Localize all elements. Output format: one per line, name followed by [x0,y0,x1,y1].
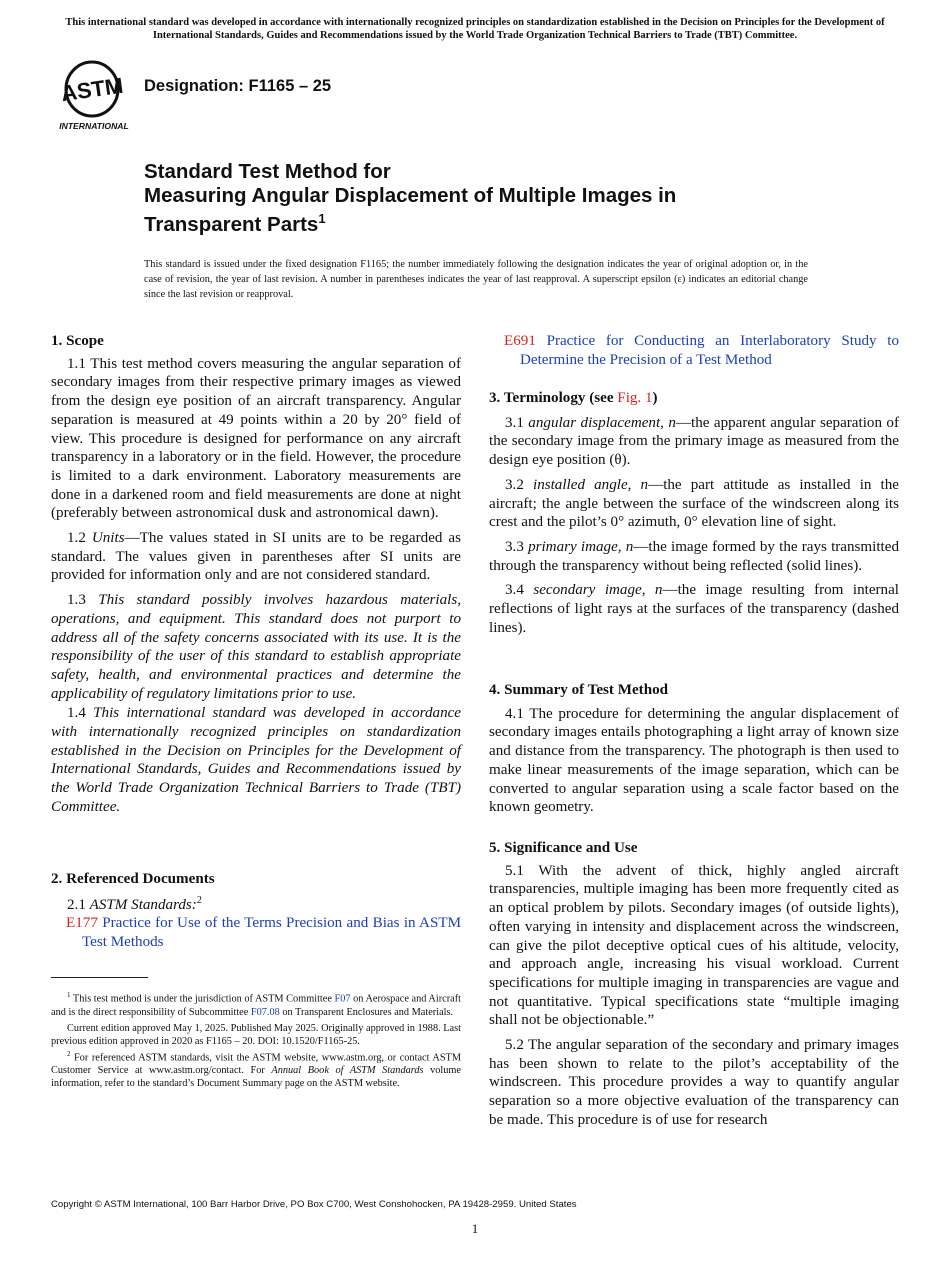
section-heading: 1. Scope [51,333,104,349]
section-heading: 3. Terminology (see Fig. 1) [489,390,658,406]
figure-1-link[interactable]: Fig. 1 [617,390,653,406]
copyright-footer: Copyright © ASTM International, 100 Barr Harbor Drive, PO Box C700, West Conshohocken, PA 19428-2959. United States [51,1199,577,1210]
astm-logo [52,58,136,132]
reference-item [51,914,461,951]
section-heading: 5. Significance and Use [489,840,638,856]
reference-code-link[interactable]: E691 [504,333,536,349]
paragraph-5-1: 5.1 With the advent of thick, highly angled aircraft transparencies, multiple imaging has been more frequently cited as an optical problem by pilots. Secondary images (of outside lights), often varying in intensity and displacement across the windscreen, can give the pilot deceptive optical cues of his altitude, velocity, and approach angle, increasing his visual workload. Current specifications for multiple imaging in transparencies are vague and not quantitative. Typical specifications state “multiple imaging shall not be objectionable.” [489,862,899,1029]
svg-text:INTERNATIONAL: INTERNATIONAL [59,121,129,131]
paragraph-1-4: 1.4 This international standard was developed in accordance with internationally recognized principles on standardization established in the Decision on Principles for the Development of International Standards, Guides and Recommendations issued by the World Trade Organization Technical Barriers to Trade (TBT) Committee. [51,705,462,815]
title-line-2: Measuring Angular Displacement of Multiple Images in [144,183,677,207]
section-scope [51,332,461,817]
reference-code-link[interactable]: E177 [66,915,98,932]
reference-title-link[interactable]: Practice for Conducting an Interlaboratory Study to Determine the Precision of a Test Method [520,333,900,368]
committee-link[interactable]: F07 [334,993,351,1005]
paragraph-5-2: 5.2 The angular separation of the secondary and primary images has been shown to relate to the pilot’s acceptability of the windscreen. This procedure provides a way to quantify angular separation so a more objective evaluation of the transparency can be made. This procedure is of use for research [489,1037,899,1128]
definition-3-3: 3.3 primary image, n—the image formed by the rays transmitted through the transparency without being reflected (solid lines). [489,538,899,574]
astm-logo-mark [52,58,136,132]
footnote-1: $^1$ This test method is under the jurisdiction of ASTM Committee F07 on Aerospace and Aircraft and is the direct responsibility of Subcommittee F07.08 on Transparent Enclosures and Materials. [51,991,462,1018]
footnote-ref-2[interactable]: 2 [196,894,202,906]
footnote-2: $^2$ For referenced ASTM standards, visit the ASTM website, www.astm.org, or contact ASTM Customer Service at www.astm.org/contact. For Annual Book of ASTM Standards volume information, refer to the standard’s Document Summary page on the ASTM website. [51,1049,461,1090]
section-significance [489,839,899,1130]
reference-title-link[interactable]: Practice for Use of the Terms Precision and Bias in ASTM Test Methods [82,915,461,951]
designation: Designation: F1165 – 25 [144,77,332,95]
reference-item [489,332,899,369]
footnote-ref-1[interactable]: 1 [318,211,326,226]
paragraph-1-2: 1.2 Units—The values stated in SI units are to be regarded as standard. The values given in parentheses after SI units are provided for information only and are not considered standard. [51,530,462,584]
title-line-1: Standard Test Method for [144,160,391,183]
definition-3-2: 3.2 installed angle, n—the part attitude as installed in the aircraft; the angle between the surface of the windscreen along its crest and the pilot’s 0° azimuth, 0° elevation line of sight. [489,476,899,531]
definition-3-1: 3.1 angular displacement, n—the apparent angular separation of the secondary image from the primary image as measured from the design eye position (θ). [489,414,899,469]
svg-text:ASTM: ASTM [59,72,125,107]
section-heading: 4. Summary of Test Method [489,682,669,698]
header-note: This international standard was developed in accordance with internationally recognized principles on standardization established in the Decision on Principles for the Development of International Standards, Guides and Recommendations issued by the World Trade Organization Technical Barriers to Trade (TBT) Committee. [65,17,885,41]
reference-continued [489,332,899,369]
definition-3-4: 3.4 secondary image, n—the image resulting from internal reflections of light rays at the surfaces of the transparency (dashed lines). [489,582,899,636]
document-title [144,160,844,236]
page-number: 1 [471,1221,479,1236]
section-terminology [489,389,899,637]
title-line-3: Transparent Parts$^1$ [144,211,326,236]
paragraph-2-1: 2.1 ASTM Standards:$^2$ [67,894,202,913]
paragraph-4-1: 4.1 The procedure for determining the angular displacement of secondary images entails photographing a light array of known size and distance from the transparency. The photograph is then used to make linear measurements of the image separation, which can be converted to angular separation using a scale factor based on the known geometry. [489,705,899,816]
issued-note: This standard is issued under the fixed designation F1165; the number immediately following the designation indicates the year of original adoption or, in the case of revision, the year of last revision. A number in parentheses indicates the year of last reapproval. A superscript epsilon (ε) indicates an editorial change since the last revision or reapproval. [144,259,808,301]
footnote-1-edition: Current edition approved May 1, 2025. Published May 2025. Originally approved in 1988. Last previous edition approved in 2020 as F1165 – 20. DOI: 10.1520/F1165-25. [51,1022,461,1047]
paragraph-1-3: 1.3 This standard possibly involves hazardous materials, operations, and equipment. This standard does not purport to address all of the safety concerns associated with its use. It is the responsibility of the user of this standard to establish appropriate safety, health, and environmental practices and determine the applicability of regulatory limitations prior to use. [51,592,462,702]
paragraph-1-1: 1.1 This test method covers measuring the angular separation of secondary images from their respective primary images as viewed from the design eye position of an aircraft transparency. Angular separation is measured at 49 points within a 20 by 20° field of view. This procedure is designed for performance on any aircraft transparency in a laboratory or in the field. However, the procedure is limited to a dark environment. Laboratory measurements are done in a darkened room and field measurements are done at night (preferably between astronomical dusk and astronomical dawn). [51,355,461,522]
section-referenced-documents [51,870,461,952]
footnote-divider [51,977,148,978]
subcommittee-link[interactable]: F07.08 [250,1006,280,1018]
section-heading: 2. Referenced Documents [51,871,215,887]
section-summary [489,681,899,817]
footnotes [51,989,461,1091]
